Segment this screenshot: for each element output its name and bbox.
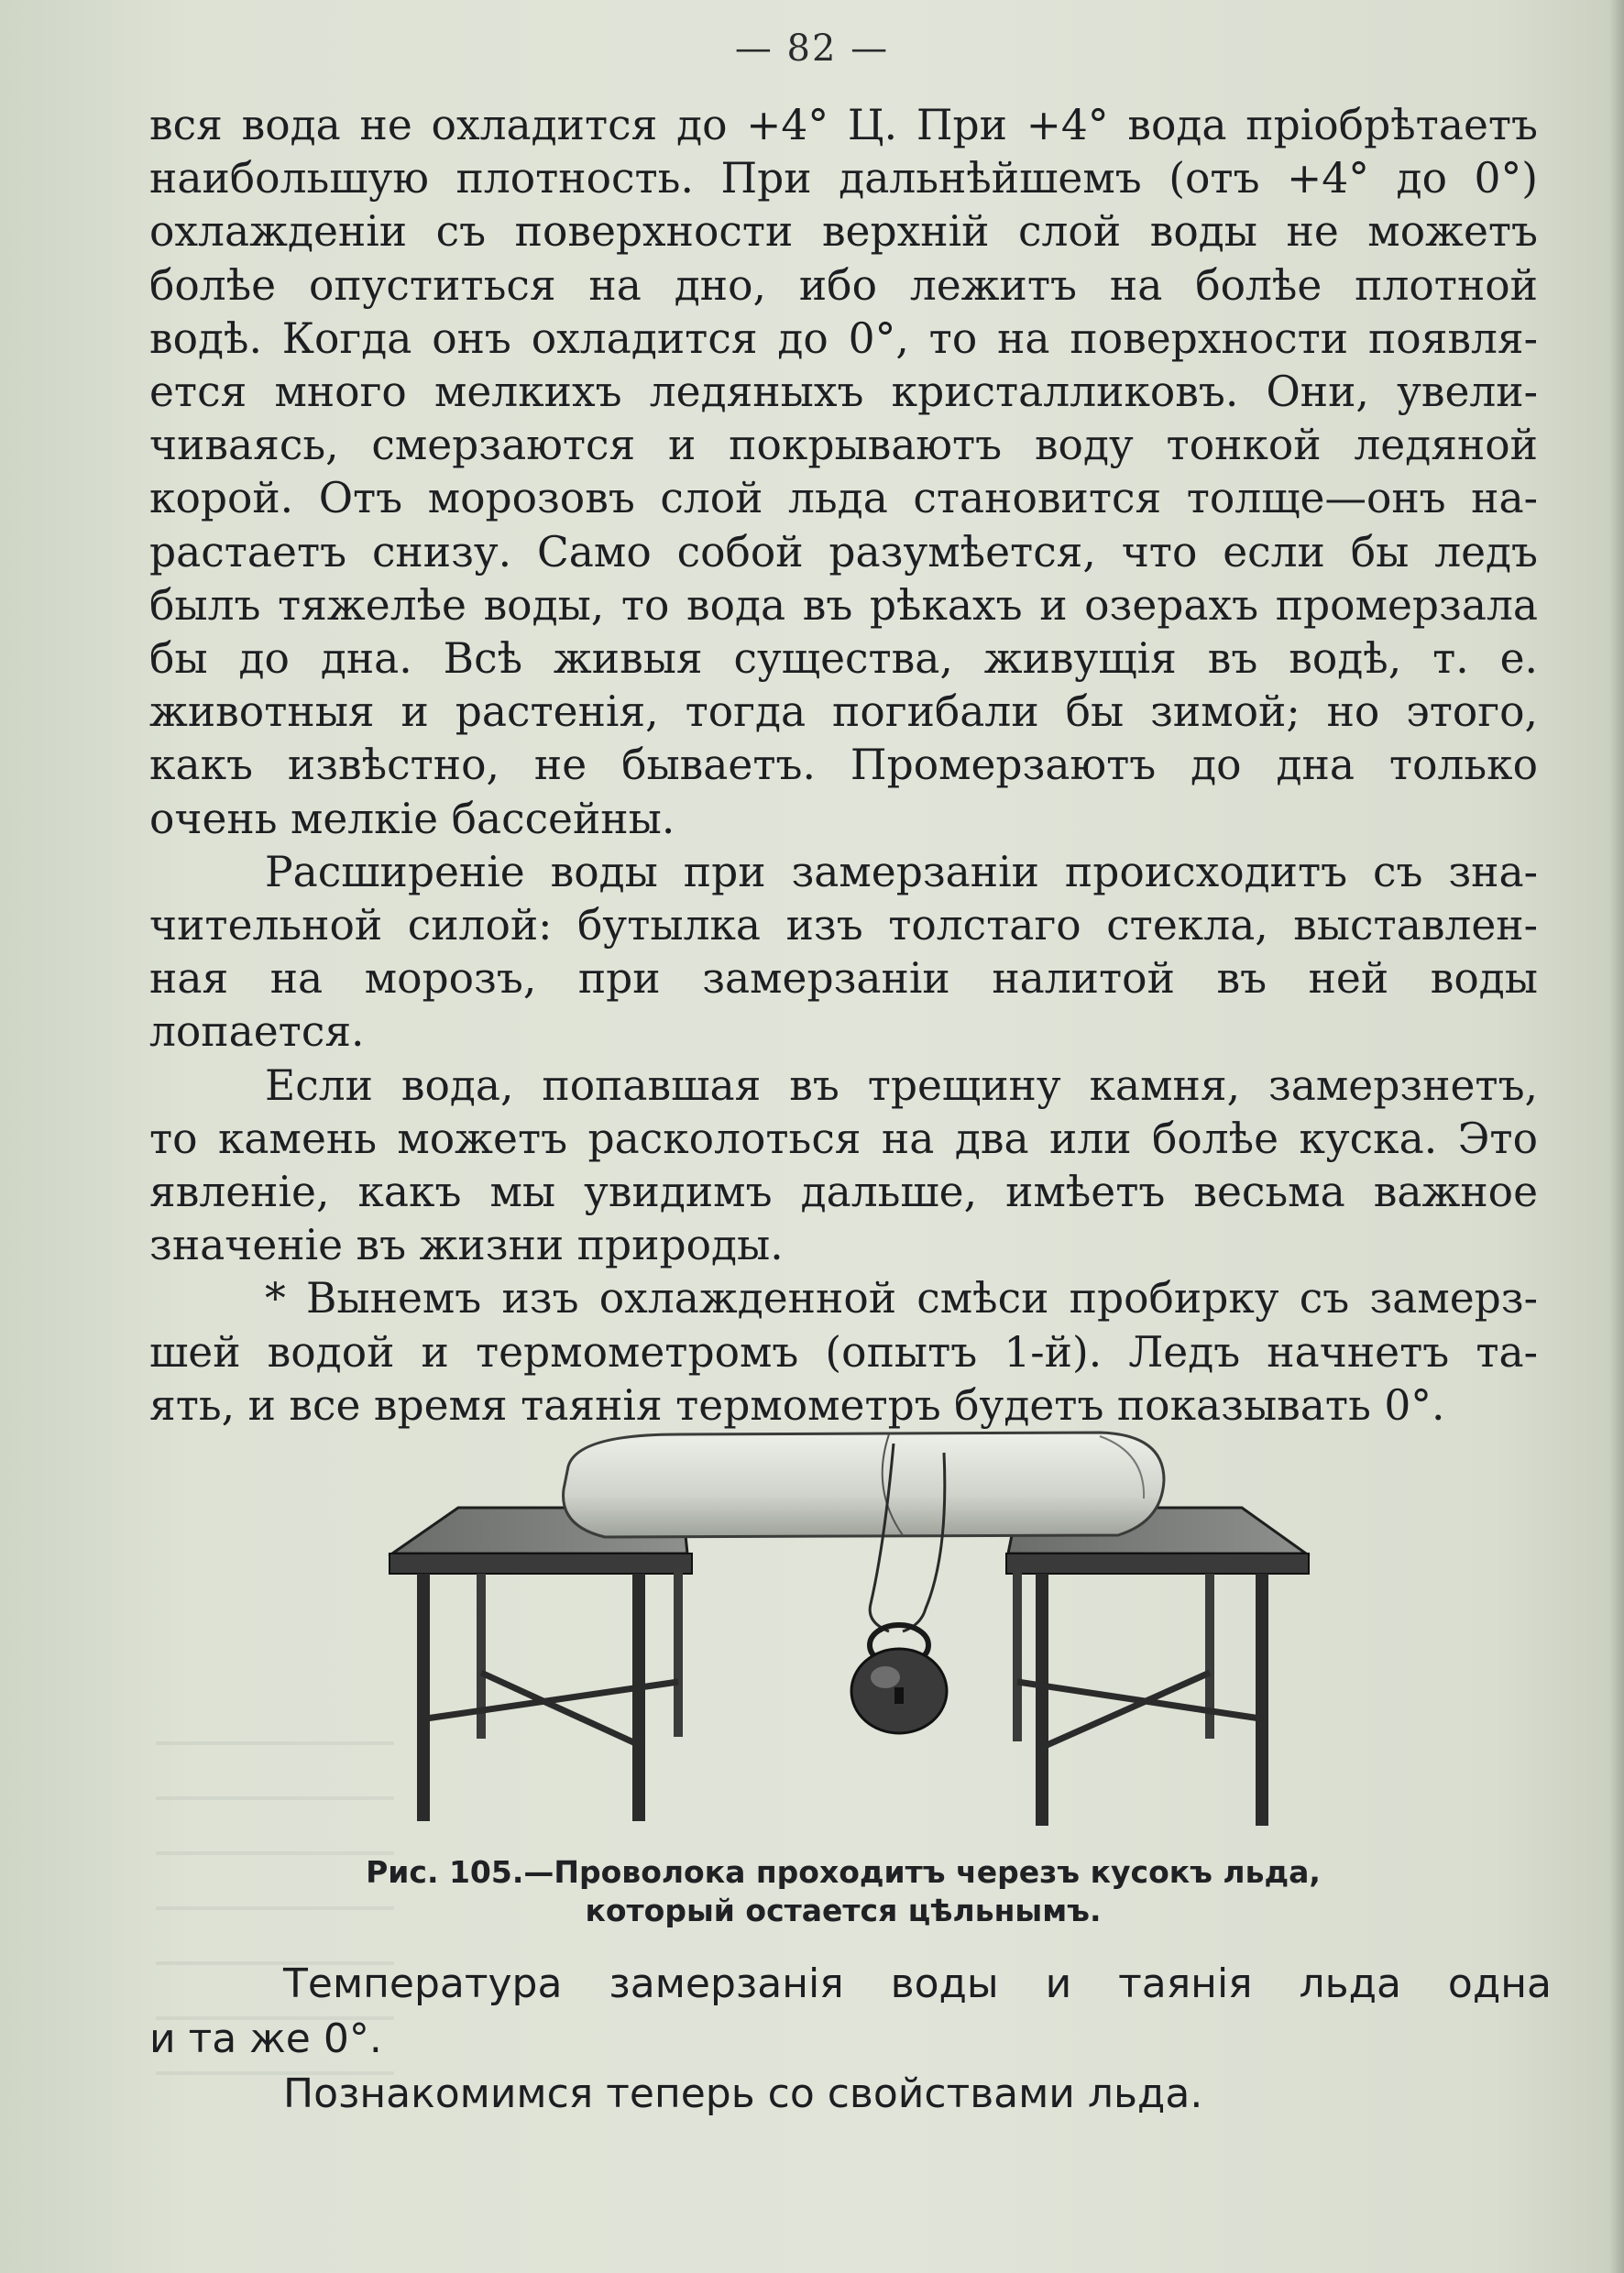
text-line: значеніе въ жизни природы. [149, 1221, 784, 1270]
text-line: растаетъ снизу. Само собой разумѣется, что если бы ледъ [149, 527, 1538, 576]
text-line: Познакомимся теперь со свойствами льда. [283, 2070, 1203, 2117]
text-line: какъ извѣстно, не бываетъ. Промерзаютъ до дна только [149, 741, 1538, 790]
page-edge-shadow [1609, 0, 1624, 2273]
text-line: то камень можетъ расколоться на два или болѣе куска. Это [149, 1114, 1538, 1163]
text-line: ять, и все время таянія термометръ будетъ показывать 0°. [149, 1380, 1445, 1430]
paragraph-ice-formation [149, 99, 1538, 846]
text-line: Расширеніе воды при замерзаніи происходитъ съ зна- [265, 847, 1538, 896]
show-through-shadow [156, 1705, 394, 2108]
text-line: наибольшую плотность. При дальнѣйшемъ (отъ +4° до 0°) [149, 154, 1538, 203]
text-line: бы до дна. Всѣ живыя существа, живущія въ водѣ, т. е. [149, 634, 1538, 684]
paragraph-expansion-force [149, 846, 1538, 1060]
text-line: охлажденіи съ поверхности верхній слой воды не можетъ [149, 207, 1538, 257]
left-table [390, 1508, 692, 1821]
text-line: ется много мелкихъ ледяныхъ кристалликовъ. Они, увели- [149, 368, 1538, 417]
paragraph-stone-cracking [149, 1060, 1538, 1273]
body-text [149, 99, 1538, 1433]
text-line: лопается. [149, 1007, 365, 1057]
text-line: и та же 0°. [149, 2015, 382, 2062]
text-line: * Вынемъ изъ охлажденной смѣси пробирку съ замерз- [265, 1274, 1538, 1323]
text-line: животныя и растенія, тогда погибали бы зимой; но этого, [149, 687, 1538, 737]
illustration-ice-block-on-tables [376, 1416, 1311, 1838]
text-line: Температура замерзанія воды и таянія льда одна [283, 1960, 1552, 2007]
caption-line: который остается цѣльнымъ. [585, 1893, 1102, 1928]
text-line: чительной силой: бутылка изъ толстаго стекла, выставлен- [149, 901, 1538, 950]
page-number: — 82 — [734, 27, 890, 70]
text-line: вся вода не охладится до +4° Ц. При +4° вода пріобрѣтаетъ [149, 101, 1538, 149]
paragraph-experiment [149, 1272, 1538, 1433]
text-line: шей водой и термометромъ (опытъ 1-й). Ледъ начнетъ та- [149, 1327, 1538, 1377]
text-line: Если вода, попавшая въ трещину камня, замерзнетъ, [265, 1060, 1538, 1110]
text-line: корой. Отъ морозовъ слой льда становится толще—онъ на- [149, 474, 1538, 523]
caption-line: Рис. 105.—Проволока проходитъ черезъ кусокъ льда, [366, 1854, 1321, 1890]
ice-block [564, 1433, 1164, 1537]
figure-caption [302, 1853, 1384, 1930]
text-line: водѣ. Когда онъ охладится до 0°, то на поверхности появля- [149, 313, 1538, 363]
text-line: былъ тяжелѣе воды, то вода въ рѣкахъ и озерахъ промерзала [149, 580, 1538, 630]
text-line: ная на морозъ, при замерзаніи налитой въ ней воды [149, 954, 1538, 1004]
text-line: очень мелкіе бассейны. [149, 794, 675, 843]
text-line: болѣе опуститься на дно, ибо лежитъ на болѣе плотной [149, 260, 1538, 310]
figure-ice-wire-experiment [376, 1416, 1311, 1838]
text-line: чиваясь, смерзаются и покрываютъ воду тонкой ледяной [149, 421, 1538, 470]
text-line: явленіе, какъ мы увидимъ дальше, имѣетъ весьма важное [149, 1168, 1538, 1217]
right-table [1006, 1508, 1309, 1826]
